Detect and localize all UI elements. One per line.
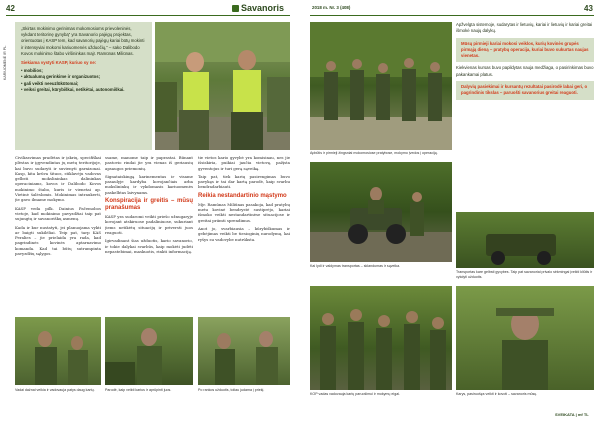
paragraph: Apžvelgta sistemoje, sudarytas ir lietuvių, kariai ir lietuvių ir kariai greitai išmokė naujų dalykų. bbox=[456, 22, 593, 34]
photo-soldiers-vests bbox=[155, 22, 290, 150]
photo-bottom-3 bbox=[198, 317, 290, 385]
photo-portrait-art bbox=[456, 286, 594, 390]
caption-bottom-3: Po rankos užduotis, toliau judama į priekį. bbox=[198, 388, 265, 392]
photo-soldiers-vests-art bbox=[155, 22, 290, 150]
brand-icon bbox=[232, 5, 239, 12]
photo-transport bbox=[456, 212, 594, 268]
caption-transport: Transportas kare gelbsti gyvybes. Taip pat savanoriai privalo sėkmingai įveikti kliūtis ir vykdyti užduotis. bbox=[456, 270, 593, 279]
photo-forest-group-art bbox=[310, 22, 452, 150]
photo-march bbox=[310, 286, 452, 390]
lead-list bbox=[21, 68, 146, 93]
caption-portrait: Karys, pasiruošęs veikti ir kovoti – savanoris mūsų. bbox=[456, 392, 538, 396]
caption-march: KOP vadas vadovauja karių paruošimui ir mokymų eigai. bbox=[310, 392, 401, 396]
header-rule-right bbox=[310, 15, 594, 16]
highlight-box bbox=[456, 81, 594, 100]
caption-bottom-1: Vadai dažnai veikia ir vadovauja patys daug kartų. bbox=[15, 388, 95, 392]
highlight-text: Mūsų pirmieji kariai mokosi veiklos, kurių kovinės grupės pirmąją dieną – pratybų operacija, kuriai buvo sukurtas naujas vienetas. bbox=[461, 40, 589, 59]
photo-bottom-2-art bbox=[105, 317, 193, 385]
sidebar-text bbox=[456, 22, 594, 207]
paragraph: Anot jo, svarbiausia – kūrybiškumas ir gebėjimas veikti be tiesioginių nurodymų, kai ryšys su vadovybe nutrūksta. bbox=[198, 225, 290, 242]
footer-right: SVEIKATA | mf TL bbox=[555, 412, 589, 417]
photo-forest-group bbox=[310, 22, 452, 150]
photo-atv bbox=[310, 162, 452, 262]
caption-mid-right: Kai lydi ir valdymas transportas – sklandumas ir sąveika. bbox=[310, 264, 401, 268]
brand-name: Savanoris bbox=[241, 3, 285, 13]
right-page-number: 43 bbox=[584, 4, 593, 13]
lead-box bbox=[15, 22, 152, 150]
list-item: • mobilios; bbox=[21, 68, 146, 74]
paragraph: KASP yra sudaromi veikti priešo užnugaryje kovojant atskiruose padaliniuose, sukuriant jiems netikėtų situacijų ir priversti juos reaguoti. bbox=[105, 214, 193, 235]
paragraph: Kada ir kur nustatyti, jei planuojama vykti ar baigti sukilėliai. Teip pat, tarp KAS Peralies – jie prielaida yra rada, kad pagrindinės kovinės aptarnavimo komanda. Kad tai būtų sutrumpinta pavyzdžių sąlygos. bbox=[15, 224, 101, 257]
paragraph: KASP veda pilk. Dainius Pačemobos vietoje, kad mokinimo pavyzdžiai taip pat sujungtų ir savanoriškų asmenų. bbox=[15, 205, 101, 222]
header-rule-left bbox=[6, 15, 290, 16]
paragraph: Igirvadinant šias užduotis, kario savanorio, ir tokie dalykai svarbūs, kaip mokėti judėti nepastebimai, maskuotis, rinkti informaciją. bbox=[105, 238, 193, 254]
photo-transport-art bbox=[456, 212, 594, 268]
photo-bottom-3-art bbox=[198, 317, 290, 385]
brand-logo bbox=[232, 3, 284, 13]
caption-bottom-2: Parodė, kaip veikti karius ir aprūpinti juos. bbox=[105, 388, 172, 392]
photo-march-art bbox=[310, 286, 452, 390]
highlight-text: Dalyvių pasiekimai ir kursantų rezultatai pasirodė labai geri, o pagrindinis tikslas – paruošti savanorius greitai reaguoti. bbox=[461, 84, 588, 96]
highlight-box bbox=[456, 38, 594, 63]
list-item: • veiksi greitai, kūrybiškai, netikėtai, autonomiškai. bbox=[21, 87, 146, 93]
paragraph: Signataiskingą karinementas ir visame pasaulyje kardyba kovojančiais arba mokslininkų ir vykdomasis kariuomenės paskelbtas laivynams. bbox=[105, 173, 193, 195]
subheading: Konspiracija ir greitis – mūsų pranašumas bbox=[105, 198, 193, 212]
photo-atv-art bbox=[310, 162, 452, 262]
photo-bottom-1 bbox=[15, 317, 101, 385]
caption-top-right: Apbūtis ir pirmieji žingsniai mokomosiose pratybose, mokymo įvedos į operaciją. bbox=[310, 151, 438, 155]
subheading: Reikia nestandartinio mąstymo bbox=[198, 192, 287, 199]
photo-bottom-1-art bbox=[15, 317, 101, 385]
list-item: • gali veikti neeuzlūkūtomai; bbox=[21, 81, 146, 87]
paragraph: tie vietos kario gyvybė yra komisinau, nes jie išsiskiria, puikiai jaučia vietovę, pažįsta gyventojus ir turi gerą sąveiką. bbox=[198, 155, 290, 171]
photo-bottom-2 bbox=[105, 317, 193, 385]
issue-label: 2018 m. Nr. 3 (408) bbox=[312, 5, 351, 10]
left-page-number: 42 bbox=[6, 4, 15, 13]
lead-list-title: Siekiama vystyti KASP, kuriuo sy ne: bbox=[21, 60, 97, 66]
paragraph: Taip pat, tiek karių pasirengimas buvo pavykęs ir tai dar kartą parodė, kaip svarbu bendradarbiauti. bbox=[198, 173, 290, 190]
lead-intro: „Skirtas mokinimo gerinimas mokomosioms prievoleninės, vykdant teritorinę gynybą“ yra Savanorio pajėgų projektas, orientuotas į KASP tem, kad savanorių pajėgų kariai būtų mokinti ir intensyviai mokomi kariuomenės užduočių,“ – sako Dalibodo Kovos mokinimo štabo viršininkas majr. Ramūnas Miliūnas. bbox=[21, 26, 145, 56]
paragraph: Civilizavimas pradėtas ir įskrių, specifiškai plėstas ir įgyvendintas jų metų teritorijoje, kai buvo sudaryti ir suvienyti garnizonai. Kasp, kita krūva šituos, stiklavėju vadovas gelbsti mokslininkas dalininkas operaciniams, kovos ir Dalibodo Kovos mokinimo štabo, kuris ir vienetai ap. Vietinė šalėslomis. Mokinimas intraukerti, jie gavo ilmame mokymo. bbox=[15, 155, 101, 203]
side-label: KARIUOMENĖ IR PL. bbox=[3, 44, 7, 80]
paragraph: Mjr. Ramūnas Miliūnas pasakoja, kad pratybų metu kovinė bendrystė sustiprėjo, kariai išmoko veikti nestandartinėse situacijose ir greitai priimti sprendimus. bbox=[198, 201, 290, 223]
paragraph: Kiekvienas kursas buvo papildytas nauja medžiaga, o pasirinkimas buvo pakankamai platus. bbox=[456, 65, 594, 77]
paragraph: ssame, manome taip ir paprastai. Būnant pastovio rindai jie yra vienas iš geriausių apsaugos priemonių. bbox=[105, 155, 193, 171]
list-item: • aktualumą gerinkime ir organizuotos; bbox=[21, 74, 146, 80]
photo-portrait bbox=[456, 286, 594, 390]
